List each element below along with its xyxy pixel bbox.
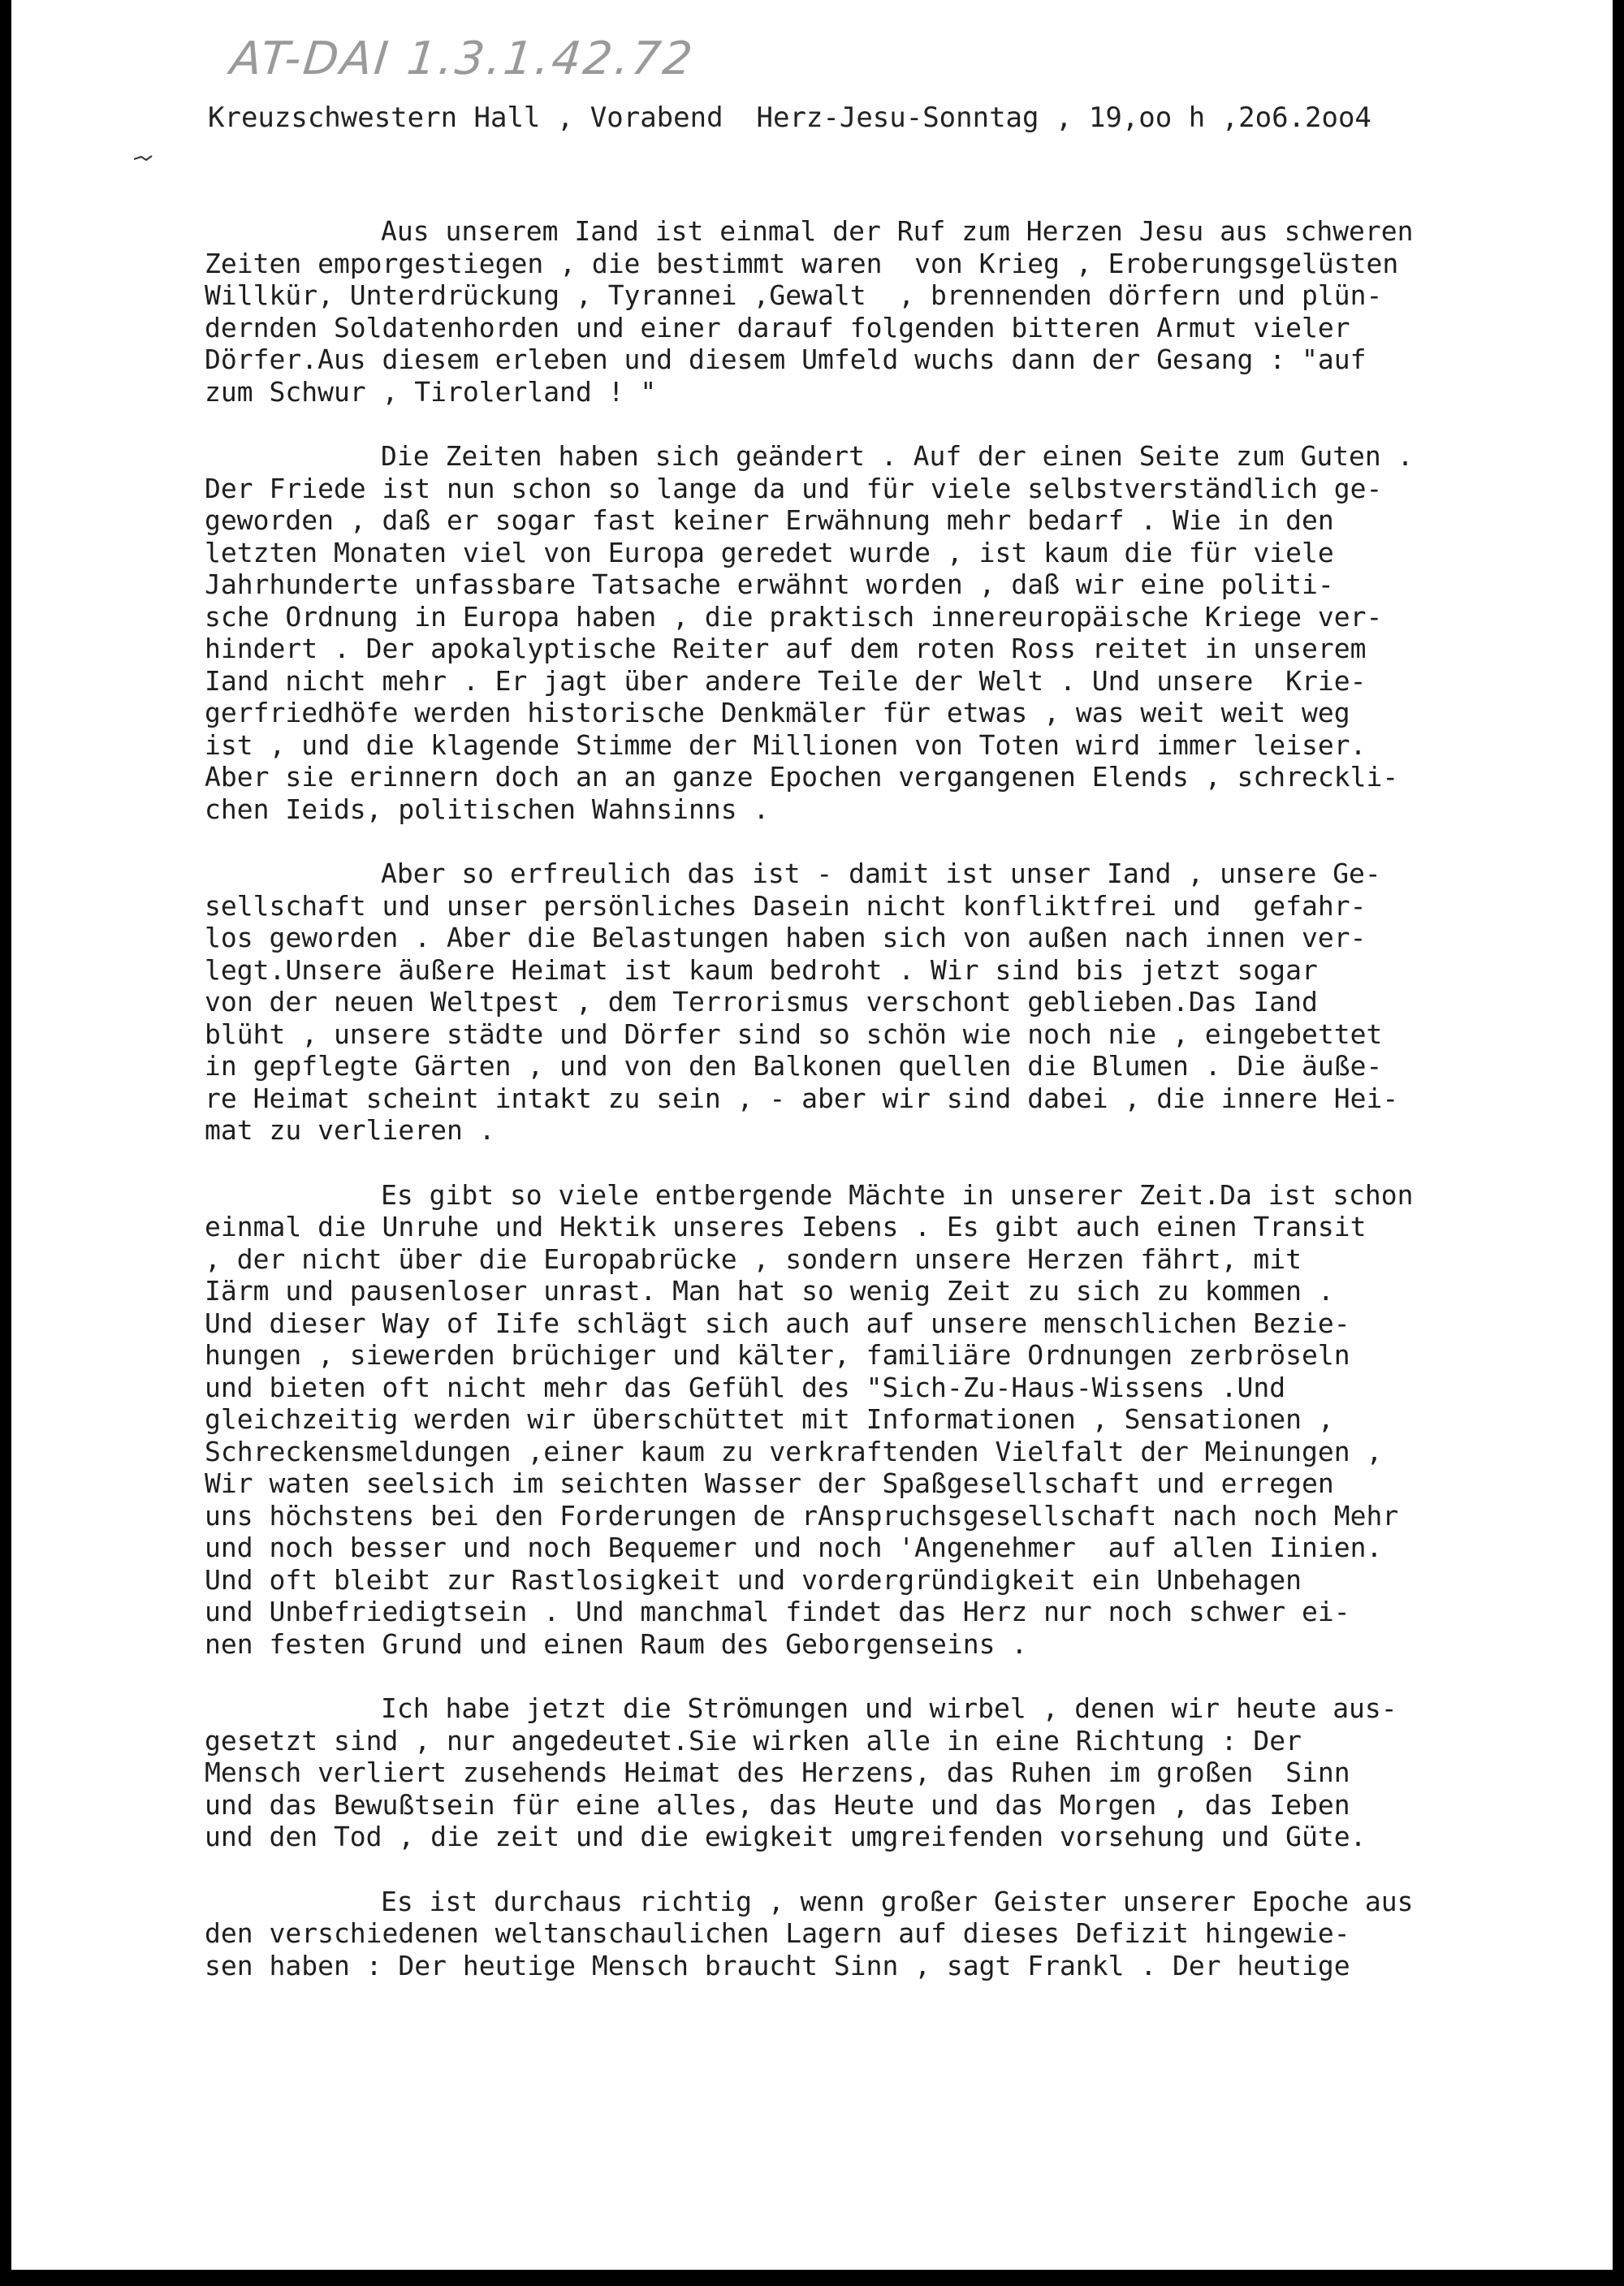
- text-line: ist , und die klagende Stimme der Millionen von Toten wird immer leiser.: [205, 728, 1367, 761]
- document-header: Kreuzschwestern Hall , Vorabend Herz-Jesu-Sonntag , 19,oo h ,2o6.2oo4: [208, 102, 1371, 134]
- text-line: Und dieser Way of Iife schlägt sich auch auf unsere menschlichen Bezie-: [205, 1307, 1350, 1339]
- text-line: letzten Monaten viel von Europa geredet wurde , ist kaum die für viele: [205, 536, 1334, 568]
- text-line: Wir waten seelsich im seichten Wasser der Spaßgesellschaft und erregen: [205, 1467, 1334, 1499]
- text-line: Die Zeiten haben sich geändert . Auf der einen Seite zum Guten .: [381, 440, 1414, 472]
- text-line: Es ist durchaus richtig , wenn großer Geister unserer Epoche aus: [381, 1885, 1414, 1917]
- text-line: hindert . Der apokalyptische Reiter auf dem roten Ross reitet in unserem: [205, 633, 1367, 664]
- paragraph-4: [205, 1179, 1601, 1661]
- text-line: Dörfer.Aus diesem erleben und diesem Umfeld wuchs dann der Gesang : "auf: [205, 344, 1367, 375]
- text-line: re Heimat scheint intakt zu sein , - aber wir sind dabei , die innere Hei-: [205, 1082, 1399, 1114]
- text-line: gesetzt sind , nur angedeutet.Sie wirken alle in eine Richtung : Der: [205, 1724, 1302, 1757]
- text-line: chen Ieids, politischen Wahnsinns .: [205, 793, 770, 825]
- text-line: legt.Unsere äußere Heimat ist kaum bedroht . Wir sind bis jetzt sogar: [205, 953, 1318, 986]
- text-line: dernden Soldatenhorden und einer darauf folgenden bitteren Armut vieler: [205, 311, 1350, 344]
- text-line: hungen , siewerden brüchiger und kälter, familiäre Ordnungen zerbröseln: [205, 1339, 1350, 1371]
- text-line: geworden , daß er sogar fast keiner Erwähnung mehr bedarf . Wie in den: [205, 504, 1334, 536]
- text-line: Schreckensmeldungen ,einer kaum zu verkraftenden Vielfalt der Meinungen ,: [205, 1435, 1383, 1467]
- stray-ink-mark: [133, 154, 153, 162]
- text-line: , der nicht über die Europabrücke , sondern unsere Herzen fährt, mit: [205, 1242, 1302, 1275]
- text-line: Iand nicht mehr . Er jagt über andere Teile der Welt . Und unsere Krie-: [205, 664, 1367, 697]
- text-line: sche Ordnung in Europa haben , die praktisch innereuropäische Kriege ver-: [205, 600, 1383, 633]
- text-line: den verschiedenen weltanschaulichen Lagern auf dieses Defizit hingewie-: [205, 1917, 1350, 1949]
- text-line: in gepflegte Gärten , und von den Balkonen quellen die Blumen . Die äuße-: [205, 1050, 1383, 1082]
- document-page: [11, 0, 1613, 2270]
- text-line: Jahrhunderte unfassbare Tatsache erwähnt worden , daß wir eine politi-: [205, 568, 1334, 600]
- text-line: und das Bewußtsein für eine alles, das Heute und das Morgen , das Ieben: [205, 1788, 1350, 1821]
- text-line: Zeiten emporgestiegen , die bestimmt waren von Krieg , Eroberungsgelüsten: [205, 247, 1399, 279]
- text-line: Es gibt so viele entbergende Mächte in unserer Zeit.Da ist schon: [381, 1178, 1414, 1211]
- text-line: mat zu verlieren .: [205, 1114, 495, 1146]
- archive-reference-mark: AT-DAI 1.3.1.42.72: [227, 32, 698, 85]
- text-line: blüht , unsere städte und Dörfer sind so schön wie noch nie , eingebettet: [205, 1018, 1383, 1050]
- text-line: los geworden . Aber die Belastungen haben sich von außen nach innen ver-: [205, 922, 1367, 953]
- paragraph-2: [205, 440, 1601, 825]
- text-line: nen festen Grund und einen Raum des Geborgenseins .: [205, 1627, 1028, 1660]
- text-line: gerfriedhöfe werden historische Denkmäler für etwas , was weit weit weg: [205, 697, 1350, 728]
- text-line: Iärm und pausenloser unrast. Man hat so wenig Zeit zu sich zu kommen .: [205, 1275, 1334, 1307]
- paragraph-6: [205, 1886, 1601, 1982]
- paragraph-1: [205, 215, 1601, 408]
- text-line: und bieten oft nicht mehr das Gefühl des "Sich-Zu-Haus-Wissens .Und: [205, 1371, 1286, 1403]
- text-line: Und oft bleibt zur Rastlosigkeit und vordergründigkeit ein Unbehagen: [205, 1563, 1302, 1596]
- text-line: Der Friede ist nun schon so lange da und für viele selbstverständlich ge-: [205, 472, 1383, 504]
- text-line: Aus unserem Iand ist einmal der Ruf zum Herzen Jesu aus schweren: [381, 215, 1414, 247]
- text-line: Mensch verliert zusehends Heimat des Herzens, das Ruhen im großen Sinn: [205, 1757, 1350, 1788]
- paragraph-5: [205, 1692, 1601, 1853]
- text-line: Willkür, Unterdrückung , Tyrannei ,Gewalt , brennenden dörfern und plün-: [205, 279, 1383, 311]
- text-line: sen haben : Der heutige Mensch braucht Sinn , sagt Frankl . Der heutige: [205, 1949, 1350, 1981]
- letter-body: [205, 215, 1601, 2014]
- text-line: einmal die Unruhe und Hektik unseres Iebens . Es gibt auch einen Transit: [205, 1211, 1367, 1242]
- text-line: und Unbefriedigtsein . Und manchmal findet das Herz nur noch schwer ei-: [205, 1596, 1350, 1627]
- text-line: und noch besser und noch Bequemer und noch 'Angenehmer auf allen Iinien.: [205, 1532, 1383, 1563]
- paragraph-3: [205, 858, 1601, 1147]
- text-line: sellschaft und unser persönliches Dasein nicht konfliktfrei und gefahr-: [205, 889, 1367, 922]
- text-line: von der neuen Weltpest , dem Terrorismus verschont geblieben.Das Iand: [205, 986, 1318, 1018]
- text-line: Ich habe jetzt die Strömungen und wirbel , denen wir heute aus-: [381, 1692, 1397, 1724]
- text-line: zum Schwur , Tirolerland ! ": [205, 375, 657, 408]
- text-line: und den Tod , die zeit und die ewigkeit umgreifenden vorsehung und Güte.: [205, 1821, 1367, 1852]
- text-line: Aber so erfreulich das ist - damit ist unser Iand , unsere Ge-: [381, 858, 1381, 889]
- text-line: gleichzeitig werden wir überschüttet mit Informationen , Sensationen ,: [205, 1403, 1334, 1435]
- text-line: Aber sie erinnern doch an an ganze Epochen vergangenen Elends , schreckli-: [205, 761, 1399, 793]
- text-line: uns höchstens bei den Forderungen de rAnspruchsgesellschaft nach noch Mehr: [205, 1499, 1399, 1532]
